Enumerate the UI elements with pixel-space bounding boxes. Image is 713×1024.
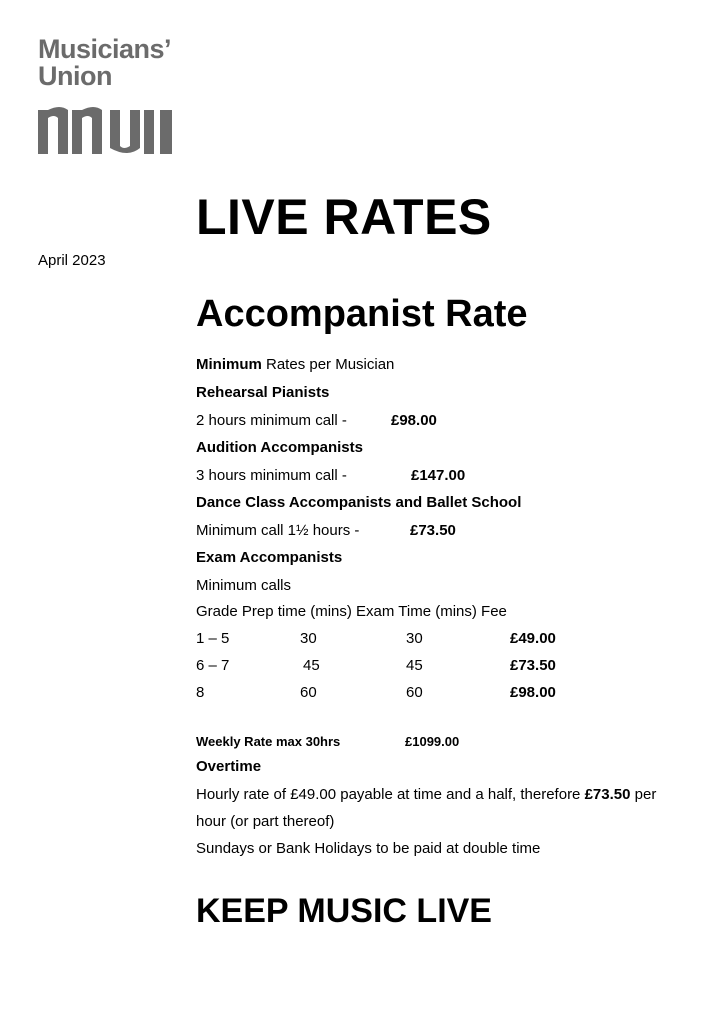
weekly-rate-price: £1099.00 bbox=[405, 734, 460, 749]
logo-line-2: Union bbox=[38, 61, 112, 91]
dance-heading: Dance Class Accompanists and Ballet School bbox=[196, 494, 522, 511]
minimum-rates-line bbox=[196, 356, 394, 373]
logo-text bbox=[38, 36, 171, 90]
exam-cell: 30 bbox=[406, 630, 423, 647]
section-title: Accompanist Rate bbox=[196, 293, 528, 335]
minimum-bold: Minimum bbox=[196, 356, 262, 373]
dance-price: £73.50 bbox=[410, 522, 456, 539]
rehearsal-heading: Rehearsal Pianists bbox=[196, 384, 330, 401]
rehearsal-line: 2 hours minimum call - bbox=[196, 412, 347, 429]
audition-heading: Audition Accompanists bbox=[196, 439, 363, 456]
dance-line: Minimum call 1½ hours - bbox=[196, 522, 360, 539]
exam-heading: Exam Accompanists bbox=[196, 549, 343, 566]
prep-cell: 60 bbox=[300, 684, 317, 701]
exam-columns-header: Grade Prep time (mins) Exam Time (mins) Fee bbox=[196, 603, 507, 620]
overtime-heading: Overtime bbox=[196, 758, 262, 775]
document-date: April 2023 bbox=[38, 252, 106, 269]
mu-logo-icon bbox=[38, 104, 174, 154]
overtime-line-1 bbox=[196, 786, 656, 803]
fee-cell: £98.00 bbox=[510, 684, 556, 701]
audition-price: £147.00 bbox=[411, 467, 466, 484]
overtime-rate: £73.50 bbox=[584, 786, 631, 803]
rehearsal-price: £98.00 bbox=[391, 412, 437, 429]
audition-line: 3 hours minimum call - bbox=[196, 467, 347, 484]
footer-slogan: KEEP MUSIC LIVE bbox=[196, 892, 492, 930]
logo-line-1: Musicians’ bbox=[38, 34, 172, 64]
overtime-line-3: Sundays or Bank Holidays to be paid at double time bbox=[196, 840, 541, 857]
prep-cell: 30 bbox=[300, 630, 317, 647]
grade-cell: 8 bbox=[196, 684, 205, 701]
prep-cell: 45 bbox=[303, 657, 320, 674]
weekly-rate-label: Weekly Rate max 30hrs bbox=[196, 734, 341, 749]
overtime-text-a: Hourly rate of £49.00 payable at time and a half, therefore bbox=[196, 786, 585, 803]
minimum-rest: Rates per Musician bbox=[261, 356, 395, 373]
grade-cell: 6 – 7 bbox=[196, 657, 230, 674]
grade-cell: 1 – 5 bbox=[196, 630, 230, 647]
overtime-line-2: hour (or part thereof) bbox=[196, 813, 335, 830]
page-title: LIVE RATES bbox=[196, 189, 492, 245]
exam-cell: 60 bbox=[406, 684, 423, 701]
fee-cell: £49.00 bbox=[510, 630, 556, 647]
exam-subheading: Minimum calls bbox=[196, 577, 292, 594]
fee-cell: £73.50 bbox=[510, 657, 556, 674]
exam-cell: 45 bbox=[406, 657, 423, 674]
overtime-text-c: per bbox=[630, 786, 657, 803]
